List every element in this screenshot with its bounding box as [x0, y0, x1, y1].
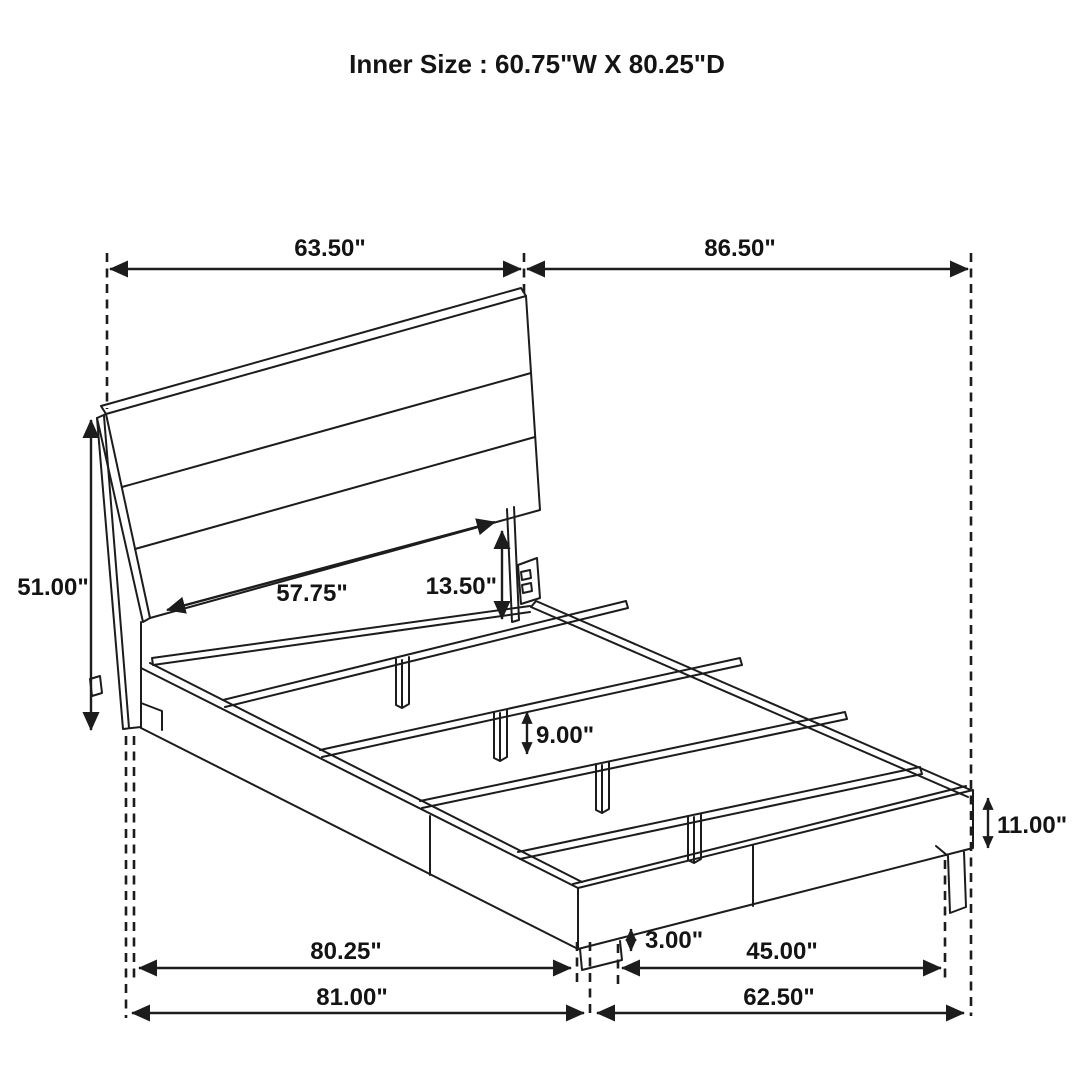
slat-1 [223, 601, 628, 707]
rail-bracket-hook-1 [521, 570, 531, 580]
head-rail [152, 606, 530, 665]
dim-label-headboard-bottom-gap: 13.50" [425, 573, 497, 600]
dim-label-side-rail-height: 11.00" [997, 812, 1068, 839]
dim-label-headboard-inner-width: 57.75" [276, 580, 348, 607]
dim-label-headboard-width: 63.50" [294, 235, 366, 262]
slat-3 [420, 712, 847, 808]
dim-label-foot-height: 3.00" [645, 927, 704, 954]
front-foot [580, 941, 622, 970]
slat-2 [320, 658, 742, 757]
side-rail-right [531, 601, 973, 797]
dim-label-footboard-inner-width: 45.00" [746, 938, 818, 965]
headboard-plank-line-1 [122, 373, 531, 487]
side-rail-left-inner [150, 663, 582, 882]
dim-label-overall-length: 81.00" [316, 984, 388, 1011]
dim-label-overall-width: 62.50" [743, 984, 815, 1011]
dim-label-slat-leg-height: 9.00" [536, 722, 595, 749]
headboard-top-edge [101, 288, 526, 414]
side-rail-left-step [141, 703, 162, 730]
page-title: Inner Size : 60.75"W X 80.25"D [349, 49, 725, 79]
dim-label-inner-rail-length: 80.25" [310, 938, 382, 965]
rail-bracket-hook-2 [522, 583, 532, 593]
dim-label-headboard-height: 51.00" [17, 574, 89, 601]
footboard-face [578, 790, 973, 949]
headboard-plank-line-2 [135, 437, 535, 549]
rail-bracket-plate [518, 558, 540, 604]
side-rail-left-bottom [141, 668, 578, 949]
dim-label-frame-length: 86.50" [704, 235, 776, 262]
headboard-left-post [97, 418, 141, 729]
side-rail-left-top [141, 668, 578, 888]
